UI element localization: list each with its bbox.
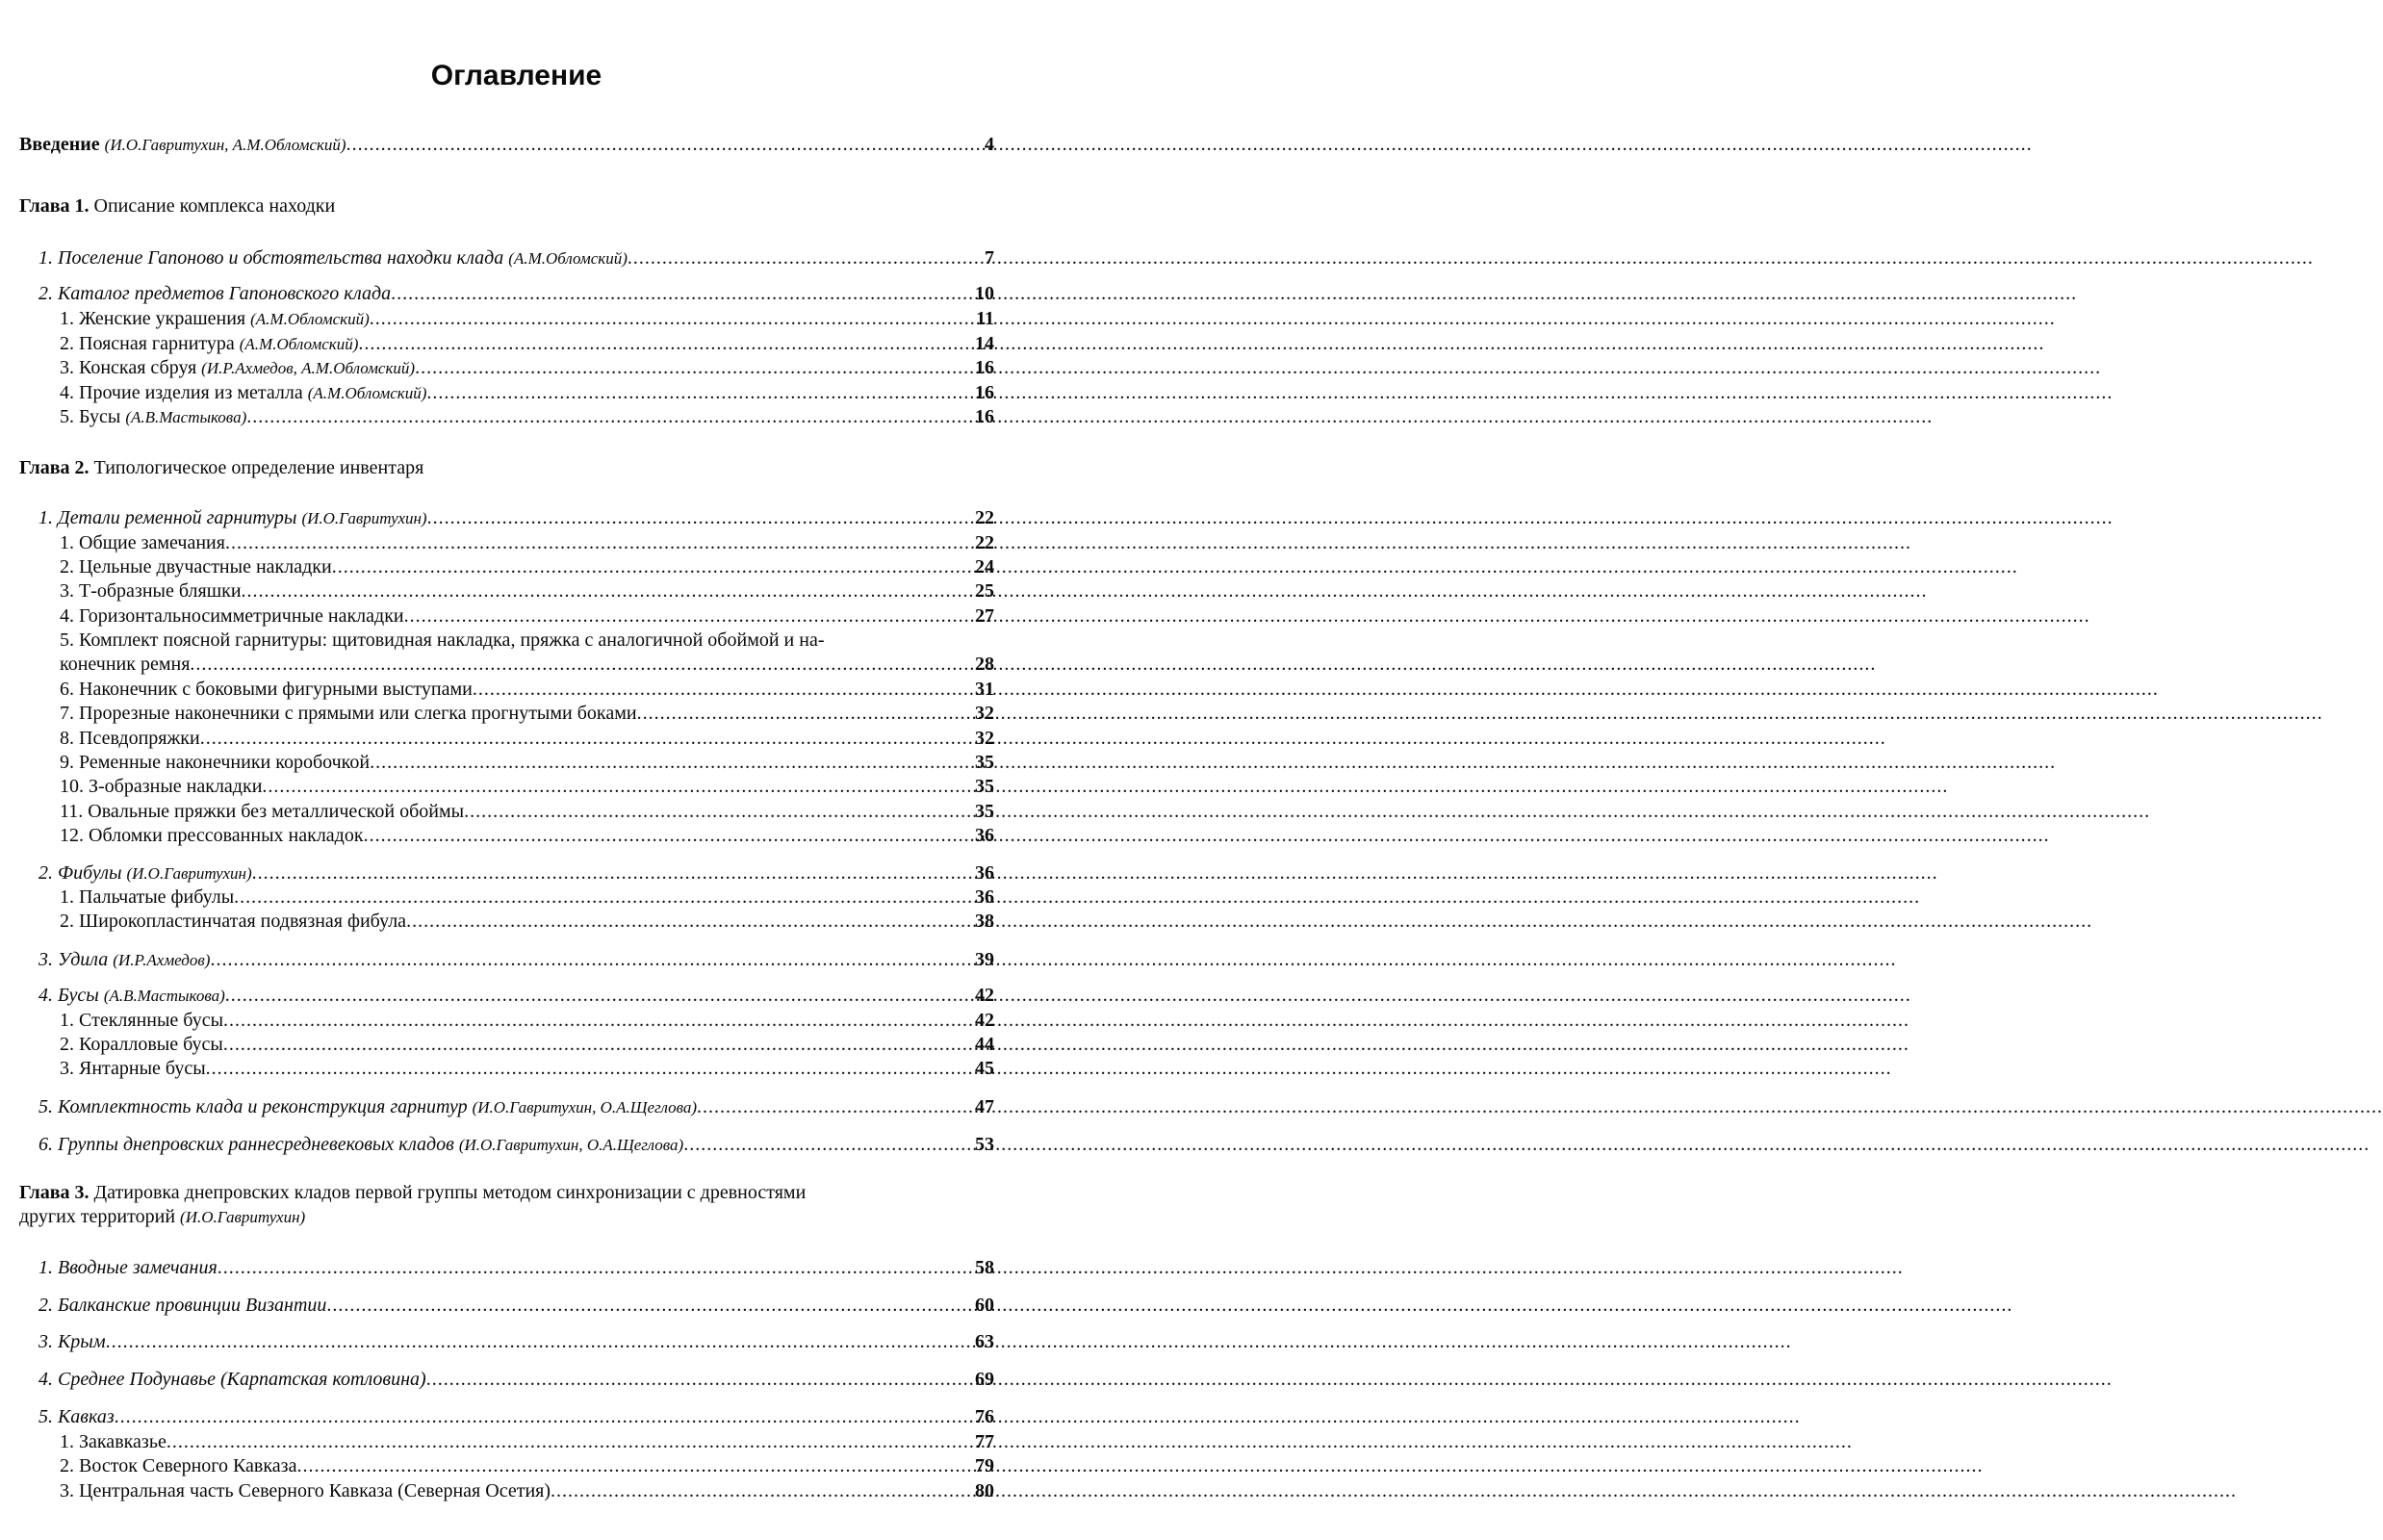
dot-leader <box>106 1329 973 1354</box>
dot-leader <box>426 380 973 405</box>
page-number: 14 <box>975 333 994 354</box>
dot-leader <box>332 554 973 579</box>
page-number: 77 <box>975 1431 994 1452</box>
page-number: 16 <box>975 357 994 378</box>
dot-leader <box>391 281 973 306</box>
dot-leader <box>223 1008 973 1033</box>
toc-entry-ch3-s1[interactable]: 1. Вводные замечания ..... 58 <box>38 1255 994 1280</box>
toc-entry-ch2-s5[interactable]: 5. Комплектность клада и реконструкция гарнитур (И.О.Гавритухин, О.А.Щеглова) ..... 47 <box>38 1094 994 1120</box>
toc-entry-ch2-s1-i5[interactable]: конечник ремня ..... 28 <box>60 652 994 677</box>
toc-entry-ch1-i5[interactable]: 5. Бусы (А.В.Мастыкова) ..... 16 <box>60 404 994 430</box>
dot-leader <box>358 331 973 356</box>
dot-leader <box>406 909 973 934</box>
toc-entry-ch2-s4[interactable]: 4. Бусы (А.В.Мастыкова) ..... 42 <box>38 983 994 1009</box>
dot-leader <box>225 983 973 1008</box>
toc-entry-ch2-s1-i1[interactable]: 1. Общие замечания ..... 22 <box>60 530 994 555</box>
page-title: Оглавление <box>430 60 602 91</box>
toc-entry-ch2-s1-i7[interactable]: 7. Прорезные наконечники с прямыми или слегка прогнутыми боками ..... 32 <box>60 701 994 726</box>
chapter-3-heading-line2: других территорий (И.О.Гавритухин) <box>19 1206 306 1227</box>
page-number: 38 <box>975 911 994 932</box>
dot-leader <box>370 306 974 331</box>
toc-entry-ch1-i4[interactable]: 4. Прочие изделия из металла (А.М.Обломский) ..... 16 <box>60 380 994 406</box>
dot-leader <box>464 799 973 824</box>
dot-leader <box>683 1132 973 1157</box>
page-number: 79 <box>975 1455 994 1476</box>
page-number: 16 <box>975 406 994 427</box>
dot-leader <box>200 726 973 751</box>
chapter-2-heading: Глава 2. Типологическое определение инвентаря <box>19 457 424 478</box>
dot-leader <box>427 505 973 530</box>
dot-leader <box>326 1293 973 1318</box>
toc-entry-ch2-s1-i8[interactable]: 8. Псевдопряжки ..... 32 <box>60 726 994 751</box>
page-number: 53 <box>975 1134 994 1155</box>
toc-entry-ch3-s5-i2[interactable]: 2. Восток Северного Кавказа ..... 79 <box>60 1453 994 1478</box>
dot-leader <box>415 355 973 380</box>
page-number: 39 <box>975 949 994 970</box>
page-number: 31 <box>975 679 994 700</box>
dot-leader <box>242 578 973 603</box>
chapter-3-heading: Глава 3. Датировка днепровских кладов первой группы методом синхронизации с древностями <box>19 1182 807 1203</box>
toc-entry-ch2-s1-i6[interactable]: 6. Наконечник с боковыми фигурными выступами ..... 31 <box>60 677 994 702</box>
toc-entry-ch1-s1[interactable]: 1. Поселение Гапоново и обстоятельства находки клада (А.М.Обломский) ..... 7 <box>38 245 994 271</box>
page-number: 24 <box>975 556 994 578</box>
toc-entry-ch1-i1[interactable]: 1. Женские украшения (А.М.Обломский) ..... 11 <box>60 306 994 332</box>
chapter-1-heading: Глава 1. Описание комплекса находки <box>19 195 336 217</box>
toc-entry-ch3-s5-i3[interactable]: 3. Центральная часть Северного Кавказа (Северная Осетия) ..... 80 <box>60 1478 994 1503</box>
page-number: 45 <box>975 1058 994 1079</box>
toc-entry-ch3-s3[interactable]: 3. Крым ..... 63 <box>38 1329 994 1354</box>
toc-entry-ch2-s1-i4[interactable]: 4. Горизонтальносимметричные накладки ..... 27 <box>60 603 994 629</box>
toc-entry-intro[interactable] <box>19 132 994 158</box>
dot-leader <box>637 701 973 726</box>
toc-entry-ch2-s4-i1[interactable]: 1. Стеклянные бусы ..... 42 <box>60 1008 994 1033</box>
page-number: 11 <box>976 308 994 329</box>
dot-leader <box>225 530 973 555</box>
page-number: 25 <box>975 580 994 602</box>
toc-entry-ch2-s1-i11[interactable]: 11. Овальные пряжки без металлической обоймы ..... 35 <box>60 799 994 824</box>
intro-label: Введение <box>19 134 100 155</box>
toc-entry-ch3-s5-i1[interactable]: 1. Закавказье ..... 77 <box>60 1429 994 1454</box>
page-number: 80 <box>975 1480 994 1502</box>
page-number: 76 <box>975 1406 994 1427</box>
toc-entry-ch2-s1-i2[interactable]: 2. Цельные двучастные накладки ..... 24 <box>60 554 994 579</box>
dot-leader <box>246 404 973 429</box>
toc-entry-ch2-s1-i5-line1[interactable]: 5. Комплект поясной гарнитуры: щитовидная накладка, пряжка с аналогичной обоймой и на- <box>60 629 825 651</box>
toc-entry-ch2-s1-i3[interactable]: 3. Т-образные бляшки ..... 25 <box>60 578 994 603</box>
dot-leader <box>404 603 973 629</box>
page-number: 32 <box>975 703 994 724</box>
toc-entry-ch1-s2[interactable]: 2. Каталог предметов Гапоновского клада ..... 10 <box>38 281 994 306</box>
dot-leader <box>364 823 973 848</box>
dot-leader <box>115 1404 973 1429</box>
page-number: 22 <box>975 507 994 528</box>
page-number: 28 <box>975 654 994 675</box>
toc-entry-ch1-i3[interactable]: 3. Конская сбруя (И.Р.Ахмедов, А.М.Обломский) ..... 16 <box>60 355 994 381</box>
toc-entry-ch2-s1-i10[interactable]: 10. З-образные накладки ..... 35 <box>60 774 994 799</box>
page-number: 42 <box>975 985 994 1006</box>
toc-entry-ch3-s5[interactable]: 5. Кавказ ..... 76 <box>38 1404 994 1429</box>
page-number: 4 <box>985 134 994 155</box>
dot-leader <box>210 947 973 972</box>
toc-entry-ch2-s2-i2[interactable]: 2. Широкопластинчатая подвязная фибула ..... 38 <box>60 909 994 934</box>
dot-leader <box>296 1453 973 1478</box>
toc-entry-ch1-i2[interactable]: 2. Поясная гарнитура (А.М.Обломский) ..... 14 <box>60 331 994 357</box>
page-number: 22 <box>975 532 994 553</box>
page-number: 36 <box>975 862 994 884</box>
page-number: 35 <box>975 776 994 797</box>
toc-entry-ch2-s1-i12[interactable]: 12. Обломки прессованных накладок ..... 36 <box>60 823 994 848</box>
page-number: 36 <box>975 825 994 846</box>
page-number: 47 <box>975 1096 994 1117</box>
page-number: 58 <box>975 1257 994 1278</box>
page-number: 35 <box>975 752 994 773</box>
page-number: 60 <box>975 1295 994 1316</box>
page-number: 10 <box>975 283 994 304</box>
dot-leader <box>190 652 973 677</box>
toc-entry-ch2-s2-i1[interactable]: 1. Пальчатые фибулы ..... 36 <box>60 885 994 910</box>
page-number: 27 <box>975 605 994 627</box>
page-number: 36 <box>975 886 994 908</box>
dot-leader <box>218 1255 973 1280</box>
page-number: 32 <box>975 728 994 749</box>
dot-leader <box>473 677 973 702</box>
dot-leader <box>551 1478 973 1503</box>
toc-entry-ch3-s2[interactable]: 2. Балканские провинции Византии ..... 60 <box>38 1293 994 1318</box>
dot-leader <box>223 1032 973 1057</box>
dot-leader <box>167 1429 973 1454</box>
toc-entry-ch2-s6[interactable]: 6. Группы днепровских раннесредневековых кладов (И.О.Гавритухин, О.А.Щеглова) ..... 53 <box>38 1132 994 1158</box>
toc-entry-ch2-s4-i2[interactable]: 2. Коралловые бусы ..... 44 <box>60 1032 994 1057</box>
toc-entry-ch2-s4-i3[interactable]: 3. Янтарные бусы ..... 45 <box>60 1056 994 1081</box>
dot-leader <box>697 1094 973 1119</box>
dot-leader <box>426 1367 973 1392</box>
toc-entry-ch2-s1-i9[interactable]: 9. Ременные наконечники коробочкой ..... 35 <box>60 750 994 775</box>
toc-entry-ch2-s3[interactable]: 3. Удила (И.Р.Ахмедов) ..... 39 <box>38 947 994 973</box>
toc-entry-ch2-s1[interactable]: 1. Детали ременной гарнитуры (И.О.Гавритухин) ..... 22 <box>38 505 994 531</box>
page-number: 69 <box>975 1369 994 1390</box>
dot-leader <box>206 1056 973 1081</box>
intro-authors: (И.О.Гавритухин, А.М.Обломский) <box>104 136 346 154</box>
toc-entry-ch2-s2[interactable]: 2. Фибулы (И.О.Гавритухин) ..... 36 <box>38 860 994 886</box>
dot-leader <box>346 132 983 157</box>
toc-entry-ch3-s4[interactable]: 4. Среднее Подунавье (Карпатская котловина) ..... 69 <box>38 1367 994 1392</box>
dot-leader <box>234 885 973 910</box>
page-number: 7 <box>985 247 994 269</box>
dot-leader <box>262 774 973 799</box>
page-number: 42 <box>975 1010 994 1031</box>
page-number: 16 <box>975 382 994 403</box>
dot-leader <box>370 750 973 775</box>
dot-leader <box>252 860 973 886</box>
page-number: 44 <box>975 1034 994 1055</box>
page-number: 63 <box>975 1331 994 1352</box>
dot-leader <box>628 245 983 270</box>
page-number: 35 <box>975 801 994 822</box>
